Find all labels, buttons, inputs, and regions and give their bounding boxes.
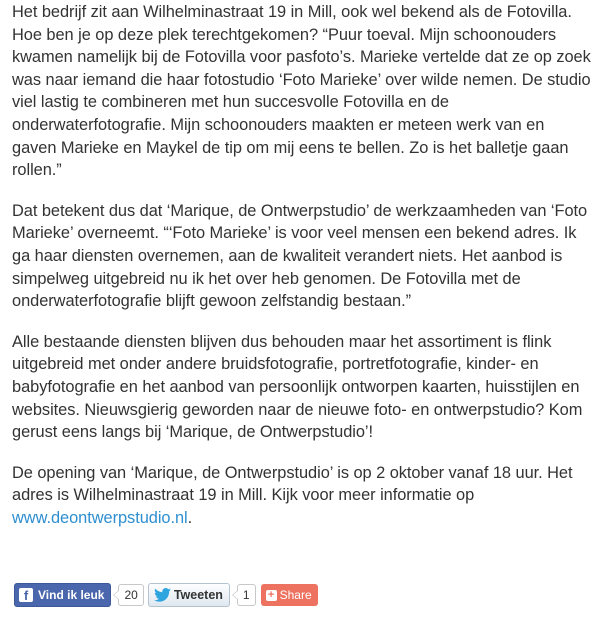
website-link[interactable]: www.deontwerpstudio.nl [12, 508, 188, 527]
facebook-like-button[interactable] [14, 583, 111, 607]
paragraph-4-text: De opening van ‘Marique, de Ontwerpstudio’ is op 2 oktober vanaf 18 uur. Het adres is Wilhelminastraat 19 in Mill. Kijk voor meer informatie op [12, 463, 573, 505]
social-share-bar [14, 582, 318, 608]
facebook-like-label: Vind ik leuk [38, 588, 105, 602]
facebook-like-count: 20 [118, 584, 143, 606]
paragraph-4 [12, 462, 592, 530]
paragraph-2: Dat betekent dus dat ‘Marique, de Ontwerpstudio’ de werkzaamheden van ‘Foto Marieke’ overneemt. “‘Foto Marieke’ is voor veel mensen een bekend adres. Ik ga haar diensten overnemen, aan de kwaliteit verandert niets. Het aanbod is simpelweg uitgebreid nu ik het over heb genomen. De Fotovilla met de onderwaterfotografie blijft gewoon zelfstandig bestaan.” [12, 201, 588, 311]
share-button[interactable] [261, 584, 318, 606]
tweet-label: Tweeten [173, 588, 223, 602]
tweet-button[interactable] [148, 583, 230, 607]
paragraph-3: Alle bestaande diensten blijven dus behouden maar het assortiment is flink uitgebreid met onder andere bruidsfotografie, portretfotografie, kinder- en babyfotografie en het aanbod van persoonlijk ontworpen kaarten, huisstijlen en websites. Nieuwsgierig geworden naar de nieuwe foto- en ontwerpstudio? Kom gerust eens langs bij ‘Marique, de Ontwerpstudio’! [12, 332, 583, 442]
article-body [12, 0, 592, 547]
paragraph-1: Het bedrijf zit aan Wilhelminastraat 19 in Mill, ook wel bekend als de Fotovilla. Hoe ben je op deze plek terechtgekomen? “Puur toeval. Mijn schoonouders kwamen namelijk bij de Fotovilla voor pasfoto’s. Marieke vertelde dat ze op zoek was naar iemand die haar fotostudio ‘Foto Marieke’ over wilde nemen. De studio viel lastig te combineren met hun succesvolle Fotovilla en de onderwaterfotografie. Mijn schoonouders maakten er meteen werk van en gaven Marieke en Maykel de tip om mij eens te bellen. Zo is het balletje gaan rollen.” [12, 3, 591, 180]
facebook-icon: f [19, 588, 33, 602]
plus-icon: + [266, 590, 277, 601]
tweet-count: 1 [237, 584, 256, 606]
share-label: Share [279, 588, 312, 602]
link-suffix: . [187, 508, 193, 527]
twitter-bird-icon [154, 588, 171, 602]
